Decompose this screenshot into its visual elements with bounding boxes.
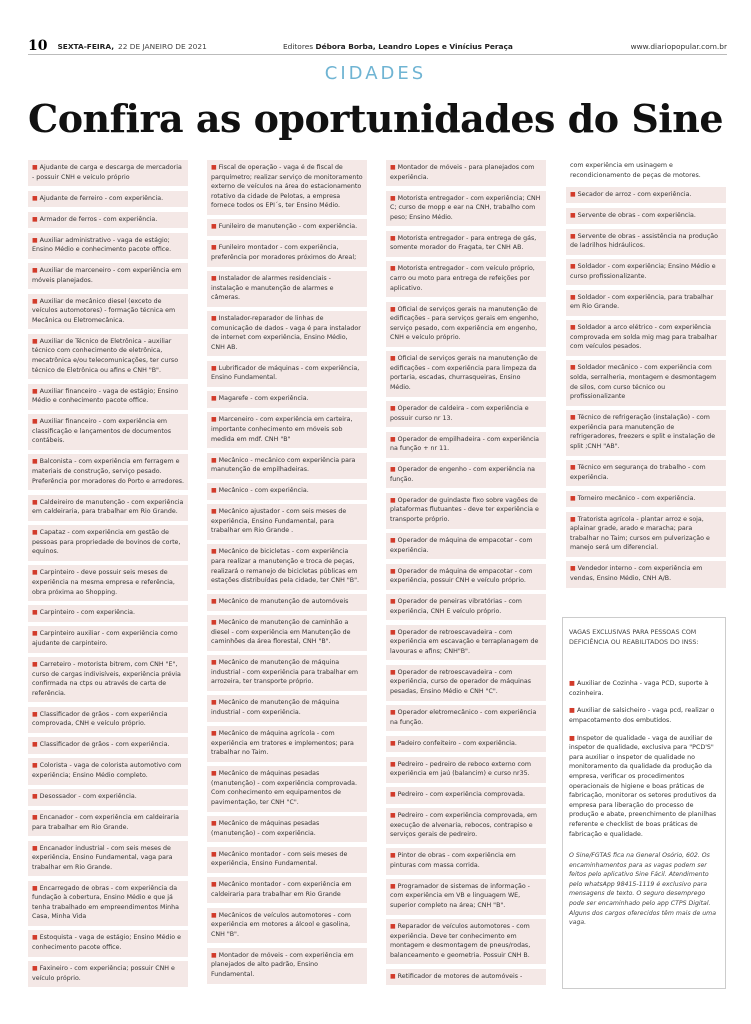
bullet-icon: ■ (569, 680, 575, 688)
job-listing-text: Montador de móveis - com experiência em planejados de alto padrão, Ensino Fundamental. (211, 951, 354, 979)
job-listing (386, 493, 546, 529)
job-listing (28, 454, 188, 490)
bullet-icon: ■ (32, 418, 38, 426)
job-listing (28, 841, 188, 877)
job-listing (28, 737, 188, 754)
job-listing-text: Soldador - com experiência; Ensino Médio e curso profissionalizante. (570, 263, 716, 280)
page-header (28, 38, 727, 55)
bullet-icon: ■ (390, 355, 396, 363)
job-listing-text: Balconista - com experiência em ferragem e materiais de construção, serviço pesado. Preferência por moradores do Porto e arredores. (32, 458, 185, 485)
bullet-icon: ■ (32, 661, 38, 669)
job-listing (28, 657, 188, 702)
job-listing-text: Instalador de alarmes residenciais - instalação e manutenção de alarmes e câmeras. (211, 274, 334, 302)
bullet-icon: ■ (390, 435, 396, 443)
bullet-icon: ■ (211, 951, 217, 959)
job-listing (386, 594, 546, 620)
job-listing (386, 625, 546, 661)
job-listing (386, 462, 546, 488)
site-url[interactable]: www.diariopopular.com.br (630, 41, 727, 51)
bullet-icon: ■ (390, 194, 396, 202)
job-listing-text: Auxiliar de Cozinha - vaga PCD, suporte à cozinheira. (569, 680, 709, 697)
job-listing-text: Programador de sistemas de informação - com experiência em VB e linguagem WE, superior completo na área; CNH "B". (390, 882, 530, 910)
job-listing-text: Mecânico - com experiência. (218, 487, 309, 495)
job-listing (207, 311, 367, 356)
editors-line (283, 42, 513, 51)
job-listing-text: Motorista entregador - com experiência; CNH C; curso de mopp e ear na CNH, trabalho com peso; Ensino Médio. (390, 194, 541, 221)
job-listing-text: Mecânico montador - com seis meses de experiência, Ensino Fundamental. (211, 850, 348, 868)
job-listing (28, 294, 188, 330)
job-listing (386, 564, 546, 590)
job-listing (207, 391, 367, 408)
bullet-icon: ■ (32, 164, 38, 171)
job-listing (207, 271, 367, 307)
job-listing (386, 231, 546, 257)
job-listing (207, 908, 367, 944)
job-listing-text: Funileiro de manutenção - com experiência. (218, 223, 358, 231)
bullet-icon: ■ (32, 609, 38, 617)
job-listing (207, 219, 367, 236)
job-listing-text: Carpinteiro auxiliar - com experiência como ajudante de carpinteiro. (32, 630, 178, 648)
job-listing-text: Capataz - com experiência em gestão de pessoas para propriedade de bovinos de corte, equinos. (32, 529, 181, 556)
bullet-icon: ■ (390, 812, 396, 820)
job-listing (28, 810, 188, 836)
job-listing (386, 302, 546, 347)
job-listing (207, 453, 367, 479)
bullet-icon: ■ (211, 223, 217, 231)
page-title: Confira as oportunidades do Sine (27, 96, 724, 141)
bullet-icon: ■ (570, 263, 576, 271)
bullet-icon: ■ (211, 659, 217, 667)
job-listing-text: Encanador industrial - com seis meses de experiência, Ensino Fundamental, vaga para trabalhar em Rio Grande. (32, 844, 173, 871)
bullet-icon: ■ (32, 762, 38, 770)
job-listing (386, 736, 546, 753)
job-listing-text: Auxiliar de mecânico diesel (exceto de veículos automotores) - formação técnica em Mecânica ou Eletromecânica. (32, 297, 176, 324)
job-listing (207, 483, 367, 500)
job-listing-text: com experiência em usinagem e recondicionamento de peças de motores. (570, 162, 701, 179)
inss-exclusive-box (562, 617, 726, 989)
job-listing (386, 757, 546, 783)
bullet-icon: ■ (390, 567, 396, 575)
job-listing-text: Pedreiro - pedreiro de reboco externo com experiência em jaú (balancim) e curso nr35. (390, 760, 531, 778)
bullet-icon: ■ (32, 337, 38, 345)
job-listing (386, 787, 546, 804)
job-listing (207, 816, 367, 842)
job-listing-text: Operador de engenho - com experiência na função. (390, 466, 536, 483)
bullet-icon: ■ (390, 466, 396, 474)
bullet-icon: ■ (32, 741, 38, 749)
job-listing (207, 948, 367, 984)
job-listing (566, 320, 726, 356)
job-listing-text: Auxiliar administrativo - vaga de estágio; Ensino Médio e conhecimento pacote office. (32, 236, 172, 254)
bullet-icon: ■ (569, 734, 575, 742)
job-listing-text: Estoquista - vaga de estágio; Ensino Médio e conhecimento pacote office. (32, 934, 182, 952)
job-listing-text: Servente de obras - com experiência. (577, 211, 696, 219)
job-listing (207, 544, 367, 589)
job-listing-text: Oficial de serviços gerais na manutenção de edificações - com experiência para limpeza da portaria, escadas, churrasqueiras, Ensino Médio. (390, 355, 538, 392)
job-listing-text: Mecânico ajustador - com seis meses de experiência, Ensino Fundamental, para trabalhar em Rio Grande . (211, 508, 347, 535)
job-listing (28, 233, 188, 259)
job-listing (28, 565, 188, 601)
job-listing (207, 877, 367, 903)
job-listing (386, 919, 546, 964)
job-listing-text: Montador de móveis - para planejados com experiência. (390, 164, 535, 181)
job-listing (207, 695, 367, 721)
bullet-icon: ■ (570, 211, 576, 219)
job-listing (566, 229, 726, 255)
bullet-icon: ■ (390, 536, 396, 544)
job-listing-text: Auxiliar de salsicheiro - vaga pcd, realizar o empacotamento dos embutidos. (569, 707, 715, 724)
job-listing (28, 881, 188, 926)
job-listing-text: Tratorista agrícola - plantar arroz e soja, aplainar grade, arado e maracha; para trabalhar no Taim; cursos em pulverização e manejo será um diferencial. (570, 515, 710, 552)
bullet-icon: ■ (390, 882, 396, 890)
job-listing (386, 848, 546, 874)
job-listing-text: Soldador mecânico - com experiência com solda, serralheria, montagem e desmontagem de silos, com curso técnico ou profissionalizante (570, 364, 717, 401)
job-listing-text: Retificador de motores de automóveis - (397, 972, 523, 980)
job-listing-text: Secador de arroz - com experiência. (577, 190, 692, 198)
job-listing-text: Mecânico de bicicletas - com experiência para realizar a manutenção e troca de peças, realizará o remanejo de bicicletas públicas em estações distribuídas pela cidade, ter CNH "B". (211, 548, 359, 585)
bullet-icon: ■ (390, 305, 396, 313)
job-listing-text: Funileiro montador - com experiência, preferência por moradores próximos do Areal; (211, 244, 357, 261)
bullet-icon: ■ (211, 487, 217, 495)
pcd-listing (569, 679, 719, 698)
job-listing-text: Pedreiro - com experiência comprovada, em execução de alvenaria, rebocos, contrapiso e serviços gerais de pedreiro. (390, 812, 538, 839)
bullet-icon: ■ (32, 934, 38, 942)
bullet-icon: ■ (211, 770, 217, 778)
bullet-icon: ■ (32, 884, 38, 892)
bullet-icon: ■ (390, 760, 396, 768)
job-listing-text: Auxiliar financeiro - com experiência em classificação e lançamentos de documentos contábeis. (32, 418, 172, 445)
job-listing (207, 655, 367, 691)
job-listing-text: Reparador de veículos automotores - com experiência. Deve ter conhecimento em montagem e desmontagem de pneus/rodas, balanceamento e geometria. Possuir CNH B. (390, 923, 531, 959)
job-listing (566, 208, 726, 225)
job-listing (207, 847, 367, 873)
job-listing-text: Auxiliar de Técnico de Eletrônica - auxiliar técnico com conhecimento de eletrônica, mecatrônica e/ou telecomunicações, ter curso técnico de Eletrônica ou afins e CNH "B". (32, 337, 179, 374)
bullet-icon: ■ (570, 494, 576, 502)
job-listing-text: Encanador - com experiência em caldeiraria para trabalhar em Rio Grande. (32, 813, 179, 831)
job-listing (28, 414, 188, 450)
job-listing-text: Mecânico de manutenção de caminhão a diesel - com experiência em Manutenção de caminhões da área florestal, CNH "B". (211, 619, 351, 646)
bullet-icon: ■ (211, 699, 217, 707)
bullet-icon: ■ (211, 619, 217, 627)
bullet-icon: ■ (32, 813, 38, 821)
bullet-icon: ■ (211, 456, 217, 464)
job-listing-text: Magarefe - com experiência. (218, 395, 309, 403)
job-listing-text: Carpinteiro - deve possuir seis meses de experiência na mesma empresa e referência, obra próxima ao Shopping. (32, 569, 175, 596)
job-listing (28, 495, 188, 521)
bullet-icon: ■ (32, 387, 38, 395)
job-listing-text: Padeiro confeiteiro - com experiência. (397, 739, 517, 747)
job-listing (207, 615, 367, 651)
job-listing-text: Operador de retroescavadeira - com experiência, curso de operador de máquinas pesadas, Ensino Médio e CNH "C". (390, 668, 532, 696)
bullet-icon: ■ (32, 215, 38, 223)
bullet-icon: ■ (32, 458, 38, 466)
job-listing-text: Carreteiro - motorista bitrem, com CNH "E", curso de cargas indivisíveis, experiência prévia confirmada na ctps ou através de carta de referência. (32, 661, 181, 697)
listing-column-1 (28, 160, 188, 992)
job-listing-text: Lubrificador de máquinas - com experiência, Ensino Fundamental. (211, 364, 360, 382)
job-listing (28, 263, 188, 289)
bullet-icon: ■ (32, 710, 38, 718)
bullet-icon: ■ (570, 565, 576, 573)
bullet-icon: ■ (32, 630, 38, 638)
job-listing-text: Operador de guindaste fixo sobre vagões de plataformas flutuantes - deve ter experiência e transporte próprio. (390, 496, 539, 523)
bullet-icon: ■ (570, 515, 576, 523)
bullet-icon: ■ (570, 232, 576, 240)
job-listing (386, 351, 546, 396)
bullet-icon: ■ (32, 844, 38, 852)
bullet-icon: ■ (569, 707, 575, 715)
job-listing (28, 930, 188, 956)
weekday: SEXTA-FEIRA, (57, 41, 115, 51)
issue-date: 22 DE JANEIRO DE 2021 (118, 41, 207, 51)
job-listing-text: Mecânico de máquinas pesadas (manutenção) - com experiência comprovada. Com conhecimento em equipamentos de pavimentação, ter CNH "C". (211, 770, 357, 806)
job-listing-text: Ajudante de ferreiro - com experiência. (39, 194, 164, 202)
job-listing-text: Encarregado de obras - com experiência da fundação à cobertura, Ensino Médio e que já tenha trabalhado em empreendimentos Minha Casa, Minha Vida (32, 884, 179, 921)
sine-info-note: O Sine/FGTAS fica na General Osório, 602. Os encaminhamentos para as vagas podem ser feitos pelo aplicativo Sine Fácil. Atendimento pelo whatsApp 98415-1119 é exclusivo para mensagens de texto. O seguro desemprego pode ser encaminhado pelo app CTPS Digital. Alguns dos cargos oferecidos têm mais de uma vaga. (569, 852, 717, 927)
job-listing (386, 261, 546, 297)
bullet-icon: ■ (390, 923, 396, 931)
bullet-icon: ■ (211, 730, 217, 737)
job-listing-text: Auxiliar de marceneiro - com experiência em móveis planejados. (32, 267, 182, 284)
job-listing (28, 160, 188, 186)
job-listing (566, 410, 726, 455)
job-listing-text: Desossador - com experiência. (39, 792, 137, 800)
job-listing (28, 334, 188, 379)
page-number: 10 (28, 38, 48, 54)
bullet-icon: ■ (32, 194, 38, 202)
job-listing (386, 160, 546, 186)
job-listing (207, 504, 367, 540)
job-listing (566, 512, 726, 557)
job-listing (28, 707, 188, 733)
job-listing (207, 412, 367, 448)
listing-column-3 (386, 160, 546, 990)
bullet-icon: ■ (390, 628, 396, 636)
job-listing-text: Faxineiro - com experiência; possuir CNH e veículo próprio. (32, 965, 175, 982)
bullet-icon: ■ (211, 819, 217, 827)
job-listing-text: Classificador de grãos - com experiência. (39, 741, 170, 749)
bullet-icon: ■ (32, 297, 38, 305)
bullet-icon: ■ (211, 315, 217, 323)
bullet-icon: ■ (211, 244, 217, 252)
job-listing-text: Auxiliar financeiro - vaga de estágio; Ensino Médio e conhecimento pacote office. (32, 387, 179, 405)
job-listing (566, 259, 726, 285)
job-listing (28, 384, 188, 410)
job-listing-text: Instalador-reparador de linhas de comunicação de dados - vaga é para instalador de internet com experiência, Ensino Médio, CNH AB. (211, 315, 361, 351)
job-listing (386, 665, 546, 701)
job-listing (28, 758, 188, 784)
job-listing-text: Operador eletromecânico - com experiência na função. (390, 709, 537, 726)
bullet-icon: ■ (211, 164, 217, 171)
job-listing-text: Marceneiro - com experiência em carteira, importante conhecimento em móveis sob medida em mdf. CNH "B" (211, 416, 353, 443)
bullet-icon: ■ (390, 852, 396, 860)
job-listing-text: Operador de empilhadeira - com experiência na função + nr 11. (390, 435, 540, 453)
job-listing-text: Mecânico montador - com experiência em caldeiraria para trabalhar em Rio Grande (211, 881, 352, 898)
job-listing-text: Operador de máquina de empacotar - com experiência, possuir CNH e veículo próprio. (390, 567, 533, 585)
bullet-icon: ■ (570, 414, 576, 422)
job-listing (28, 626, 188, 652)
job-listing-text: Operador de retroescavadeira - com experiência em escavação e terraplanagem de lavouras e afins; CNH"B". (390, 628, 539, 655)
job-listing-text: Motorista entregador - com veículo próprio, carro ou moto para entrega de refeições por aplicativo. (390, 265, 535, 292)
section-title: CIDADES (324, 63, 427, 84)
job-listing-text: Fiscal de operação - vaga é de fiscal de parquímetro; realizar serviço de monitoramento externo de veículos na área do estacionamento rotativo da cidade de Pelotas, a empresa fornece todos os EPI´s, ter Ensino Médio. (211, 164, 363, 210)
bullet-icon: ■ (32, 498, 38, 506)
job-listing (28, 961, 188, 987)
inss-box-title: VAGAS EXCLUSIVAS PARA PESSOAS COM DEFICIÊNCIA OU REABILITADOS DO INSS: (569, 629, 699, 646)
bullet-icon: ■ (390, 265, 396, 273)
job-listing-text: Mecânico de manutenção de máquina industrial - com experiência. (211, 699, 340, 717)
job-listing-text: Pintor de obras - com experiência em pinturas com massa corrida. (390, 852, 516, 869)
bullet-icon: ■ (570, 463, 576, 471)
job-listing-text: Colorista - vaga de colorista automotivo com experiência; Ensino Médio completo. (32, 762, 182, 779)
bullet-icon: ■ (570, 324, 576, 332)
bullet-icon: ■ (32, 569, 38, 577)
pcd-listing (569, 734, 719, 840)
job-listing (386, 808, 546, 844)
job-listing-text: Operador de máquina de empacotar - com experiência. (390, 536, 533, 554)
job-listing-text: Operador de caldeira - com experiência e possuir curso nr 13. (390, 405, 529, 422)
job-listing (28, 525, 188, 561)
job-listing-text: Servente de obras - assistência na produção de ladrilhos hidráulicos. (570, 232, 718, 250)
job-listing-text: Técnico em segurança do trabalho - com experiência. (570, 463, 706, 481)
job-listing (386, 879, 546, 915)
job-listing-text: Soldador a arco elétrico - com experiência comprovada em solda mig mag para trabalhar com veículos pesados. (570, 324, 718, 351)
job-listing-text: Classificador de grãos - com experiência comprovada, CNH e veículo próprio. (32, 710, 168, 728)
job-listing (207, 240, 367, 266)
bullet-icon: ■ (211, 598, 217, 606)
bullet-icon: ■ (211, 274, 217, 282)
listing-column-4 (566, 160, 726, 592)
pcd-listing (569, 706, 719, 725)
job-listing (207, 160, 367, 215)
job-listing (566, 491, 726, 508)
bullet-icon: ■ (390, 972, 396, 980)
job-listing (386, 705, 546, 731)
bullet-icon: ■ (390, 668, 396, 676)
listing-column-2 (207, 160, 367, 988)
job-listing-text: Inspetor de qualidade - vaga de auxiliar de inspetor de qualidade, exclusiva para "PCD'S" para auxiliar o inspetor de qualidade no monitoramento da qualidade da produção da empresa, verificar os procedimentos operacionais de higiene e boas práticas de fabricação, monitorar os setores produtivos da empresa para liberação do processo de produção e abate, preenchimento de planilhas referente e checklist de boas práticas de fabricação e qualidade. (569, 734, 717, 838)
bullet-icon: ■ (570, 364, 576, 372)
job-listing-text: Técnico de refrigeração (instalação) - com experiência para manutenção de refrigeradores, freezers e split e instalação de split ;CNH "AB". (570, 414, 716, 450)
bullet-icon: ■ (570, 293, 576, 301)
bullet-icon: ■ (211, 364, 217, 372)
job-listing-text: Motorista entregador - para entrega de gás, somente morador do Fragata, ter CNH AB. (390, 234, 537, 252)
bullet-icon: ■ (390, 234, 396, 242)
job-listing (386, 533, 546, 559)
bullet-icon: ■ (211, 911, 217, 919)
bullet-icon: ■ (211, 508, 217, 516)
job-listing (386, 969, 546, 986)
bullet-icon: ■ (211, 850, 217, 858)
job-listing (28, 605, 188, 622)
job-listing (207, 726, 367, 762)
job-listing-text: Carpinteiro - com experiência. (39, 609, 136, 617)
editors-names: Débora Borba, Leandro Lopes e Vinícius Peraça (315, 41, 513, 51)
bullet-icon: ■ (211, 881, 217, 889)
job-listing-text: Mecânico de máquinas pesadas (manutenção) - com experiência. (211, 819, 320, 837)
bullet-icon: ■ (390, 598, 396, 606)
bullet-icon: ■ (390, 791, 396, 799)
job-listing-text: Operador de peneiras vibratórias - com experiência, CNH E veículo próprio. (390, 598, 522, 615)
bullet-icon: ■ (390, 164, 396, 171)
job-listing (207, 766, 367, 811)
job-listing (566, 460, 726, 486)
bullet-icon: ■ (211, 548, 217, 556)
job-listing-text: Armador de ferros - com experiência. (39, 215, 158, 223)
bullet-icon: ■ (390, 405, 396, 413)
job-listing-text: Vendedor interno - com experiência em vendas, Ensino Médio, CNH A/B. (570, 565, 703, 582)
job-listing (207, 361, 367, 387)
job-listing (566, 290, 726, 316)
job-listing (566, 160, 726, 182)
job-listing-text: Mecânico de manutenção de automóveis (218, 598, 349, 606)
bullet-icon: ■ (570, 190, 576, 198)
job-listing-text: Oficial de serviços gerais na manutenção de edificações - para serviços gerais em engenho, serviço pesado, com experiência em engenho, CNH e veículo próprio. (390, 305, 539, 342)
job-listing-text: Ajudante de carga e descarga de mercadoria - possuir CNH e veículo próprio (32, 164, 182, 181)
editors-label: Editores (283, 41, 314, 51)
job-listing (207, 594, 367, 611)
job-listing-text: Caldeireiro de manutenção - com experiência em caldeiraria, para trabalhar em Rio Grande. (32, 498, 184, 516)
bullet-icon: ■ (390, 739, 396, 747)
job-listing (386, 191, 546, 227)
job-listing-text: Soldador - com experiência, para trabalhar em Rio Grande. (570, 293, 714, 311)
bullet-icon: ■ (211, 416, 217, 424)
job-listing (28, 789, 188, 806)
job-listing-text: Mecânico de manutenção de máquina industrial - com experiência para trabalhar em arrozeira, ter transporte próprio. (211, 659, 359, 686)
bullet-icon: ■ (32, 529, 38, 537)
job-listing (386, 432, 546, 458)
job-listing (566, 360, 726, 405)
job-listing-text: Torneiro mecânico - com experiência. (577, 494, 696, 502)
bullet-icon: ■ (211, 395, 217, 403)
job-listing (28, 191, 188, 208)
bullet-icon: ■ (32, 965, 38, 973)
job-listing-text: Mecânicos de veículos automotores - com experiência em motores a álcool e gasolina, CNH "B". (211, 911, 352, 938)
job-listing (386, 401, 546, 427)
job-listing-text: Mecânico de máquina agrícola - com experiência em tratores e implementos; para trabalhar no Taim. (211, 730, 354, 757)
bullet-icon: ■ (32, 236, 38, 244)
bullet-icon: ■ (390, 709, 396, 717)
bullet-icon: ■ (32, 792, 38, 800)
job-listing (566, 561, 726, 587)
job-listing (566, 187, 726, 204)
bullet-icon: ■ (32, 267, 38, 275)
job-listing-text: Pedreiro - com experiência comprovada. (397, 791, 526, 799)
job-listing (28, 212, 188, 229)
job-listing-text: Mecânico - mecânico com experiência para manutenção de empilhadeiras. (211, 456, 356, 474)
bullet-icon: ■ (390, 496, 396, 504)
